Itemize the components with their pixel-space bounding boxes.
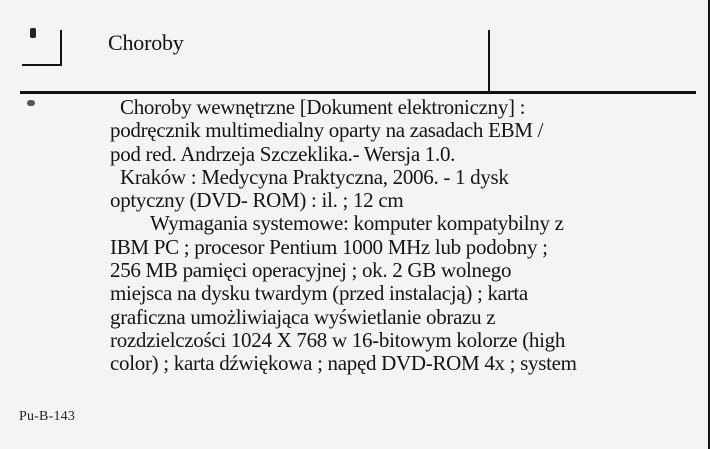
entry-line: rozdzielczości 1024 X 768 w 16-bitowym kolorze (high	[110, 327, 566, 352]
horizontal-rule	[20, 91, 696, 94]
card-heading: Choroby	[108, 30, 184, 55]
entry-line: Kraków : Medycyna Praktyczna, 2006. - 1 dysk	[120, 164, 509, 189]
entry-line: Choroby wewnętrzne [Dokument elektroniczny] :	[120, 95, 526, 119]
entry-line: miejsca na dysku twardym (przed instalacją) ; karta	[110, 281, 528, 306]
entry-line: optyczny (DVD- ROM) : il. ; 12 cm	[110, 188, 404, 213]
entry-line: color) ; karta dźwiękowa ; napęd DVD-ROM 4x ; system	[110, 351, 577, 376]
entry-line: IBM PC ; procesor Pentium 1000 MHz lub podobny ;	[110, 234, 548, 259]
ink-speck-mark	[27, 100, 35, 106]
entry-line: pod red. Andrzeja Szczeklika.- Wersja 1.0.	[110, 141, 456, 166]
entry-line: 256 MB pamięci operacyjnej ; ok. 2 GB wolnego	[110, 258, 512, 283]
ink-dot-mark	[30, 28, 36, 38]
entry-line: Wymagania systemowe: komputer kompatybilny z	[150, 211, 564, 236]
bibliographic-entry	[110, 96, 670, 376]
entry-line: graficzna umożliwiająca wyświetlanie obrazu z	[110, 304, 496, 329]
corner-bracket-mark	[22, 30, 62, 66]
vertical-rule	[488, 30, 490, 92]
entry-line: podręcznik multimedialny oparty na zasadach EBM /	[110, 118, 544, 143]
call-number: Pu-B-143	[19, 409, 76, 424]
